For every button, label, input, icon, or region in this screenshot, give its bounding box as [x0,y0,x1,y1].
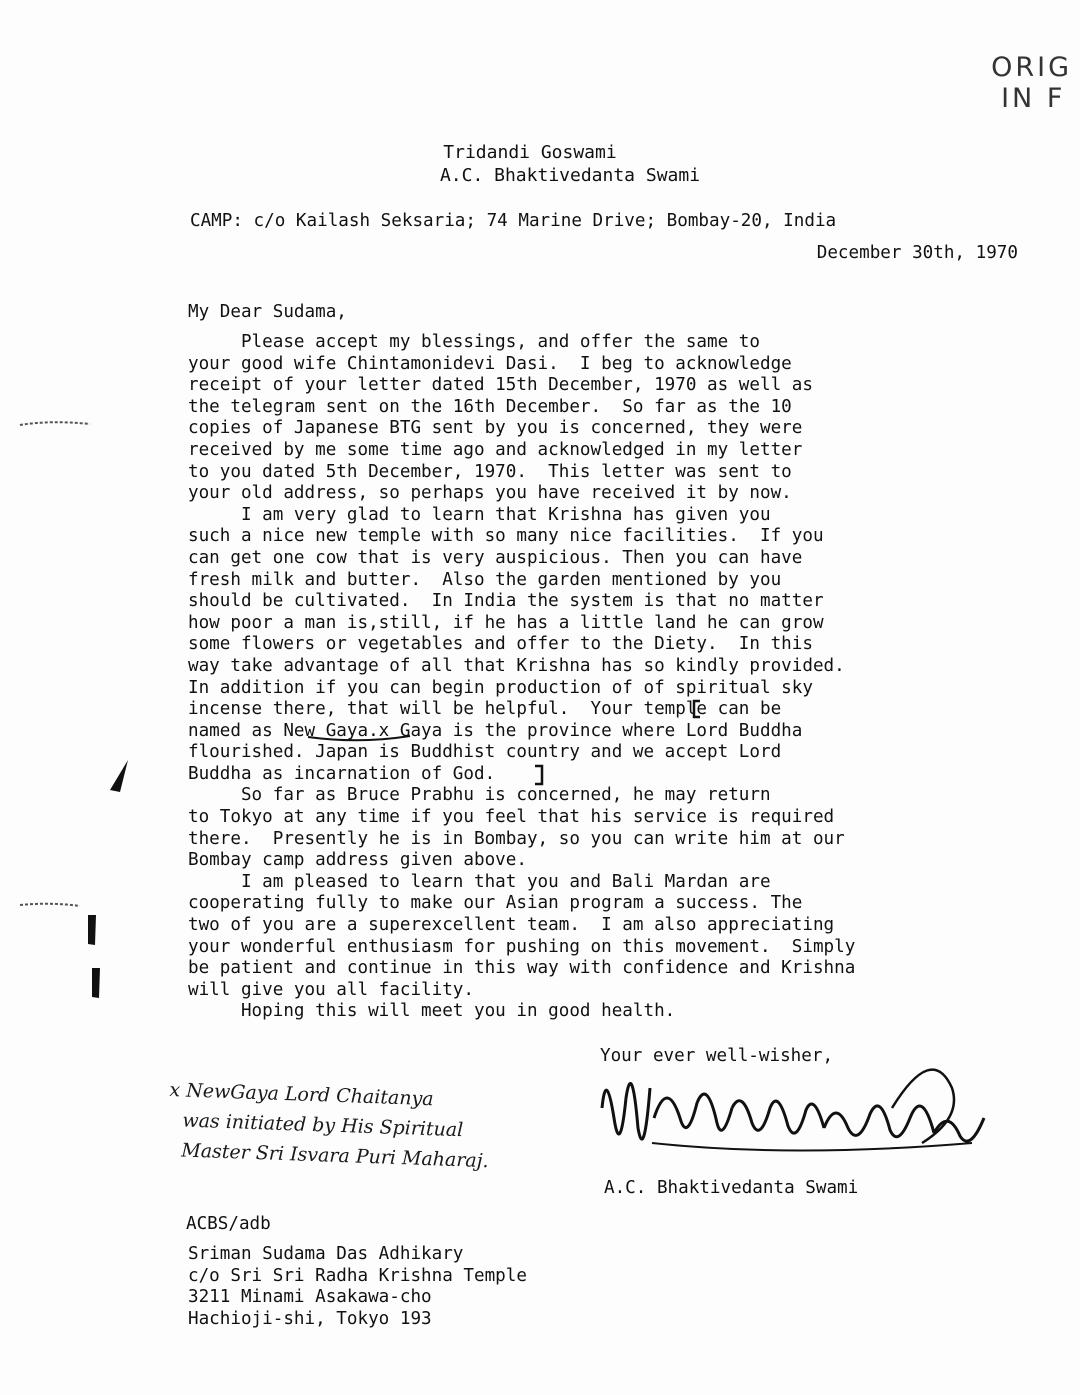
underline-new-gaya-mark [308,736,410,740]
body-line: how poor a man is,still, if he has a little land he can grow [188,612,824,633]
body-line: the telegram sent on the 16th December. So far as the 10 [188,396,792,417]
recipient-address [188,1244,527,1330]
body-line: some flowers or vegetables and offer to the Diety. In this [188,634,813,655]
address-line: 3211 Minami Asakawa-cho [188,1287,432,1307]
body-line: named as New Gaya.x Gaya is the province where Lord Buddha [188,720,803,741]
body-line: received by me some time ago and acknowledged in my letter [188,439,803,460]
bracket-close-mark [535,766,542,784]
body-line: I am very glad to learn that Krishna has given you [188,504,771,525]
reference-initials: ACBS/adb [186,1214,271,1234]
body-line: your wonderful enthusiasm for pushing on this movement. Simply [188,936,856,957]
body-line: So far as Bruce Prabhu is concerned, he may return [188,785,771,806]
body-line: Bombay camp address given above. [188,850,527,871]
body-line: such a nice new temple with so many nice facilities. If you [188,526,824,547]
handwritten-note [167,1075,580,1179]
address-line: Hachioji-shi, Tokyo 193 [188,1308,432,1329]
body-line: incense there, that will be helpful. Your temple can be [188,699,782,720]
body-line: your old address, so perhaps you have received it by now. [188,483,792,504]
letter-date: December 30th, 1970 [816,243,1018,263]
body-line: In addition if you can begin production of of spiritual sky [188,677,813,698]
body-line: flourished. Japan is Buddhist country and we accept Lord [188,742,782,763]
body-line: two of you are a superexcellent team. I am also appreciating [188,915,835,936]
camp-address: CAMP: c/o Kailash Seksaria; 74 Marine Drive; Bombay-20, India [190,211,837,231]
salutation: My Dear Sudama, [188,302,347,322]
margin-scribble-mark-2 [20,904,80,906]
stamp-line-1: ORIG [991,52,1072,83]
body-line: can get one cow that is very auspicious. Then you can have [188,547,803,568]
address-line: c/o Sri Sri Radha Krishna Temple [188,1265,527,1286]
closing: Your ever well-wisher, [600,1046,834,1066]
body-line: cooperating fully to make our Asian program a success. The [188,893,803,914]
body-line: copies of Japanese BTG sent by you is concerned, they were [188,418,803,439]
address-line: Sriman Sudama Das Adhikary [188,1244,464,1264]
body-line: I am pleased to learn that you and Bali Mardan are [188,871,771,892]
letterhead-title: Tridandi Goswami [443,142,617,163]
handwritten-note-line: was initiated by His Spiritual [182,1109,464,1142]
body-line: receipt of your letter dated 15th December, 1970 as well as [188,375,813,396]
signature-image [592,1048,1002,1178]
bracket-open-mark [694,701,700,717]
margin-bar-mark-2 [92,968,100,998]
body-line: there. Presently he is in Bombay, so you can write him at our [188,828,845,849]
letterhead-name: A.C. Bhaktivedanta Swami [439,165,701,186]
margin-bar-mark [88,915,96,945]
body-line: to Tokyo at any time if you feel that his service is required [188,807,835,828]
body-line: way take advantage of all that Krishna has so kindly provided. [188,655,845,676]
body-line: fresh milk and butter. Also the garden mentioned by you [188,569,782,590]
stamp-line-2: IN F [1001,83,1066,114]
body-line: Please accept my blessings, and offer the same to [188,332,760,352]
body-line: your good wife Chintamonidevi Dasi. I beg to acknowledge [188,353,792,374]
body-line: Buddha as incarnation of God. [188,763,496,784]
margin-scribble-mark [20,422,90,425]
margin-arrow-mark [110,760,128,792]
body-line: to you dated 5th December, 1970. This letter was sent to [188,461,792,482]
body-line: Hoping this will meet you in good health. [188,1001,676,1022]
signature-name: A.C. Bhaktivedanta Swami [604,1178,859,1198]
handwritten-note-line: x NewGaya Lord Chaitanya [169,1078,434,1111]
body-line: should be cultivated. In India the system is that no matter [188,591,824,612]
body-line: be patient and continue in this way with confidence and Krishna [188,958,856,979]
handwritten-note-line: Master Sri Isvara Puri Maharaj. [180,1139,490,1173]
body-line: will give you all facility. [188,979,474,1000]
